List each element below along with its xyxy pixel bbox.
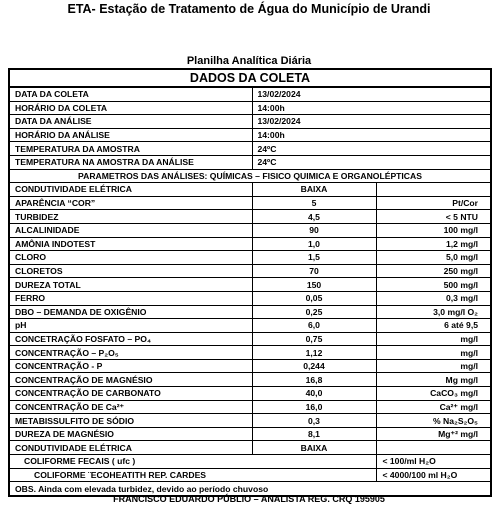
parameters-header: PARAMETROS DAS ANÁLISES: QUÍMICAS – FISICO QUIMICA E ORGANOLÉPTICAS <box>9 169 491 183</box>
parameter-value: 1,0 <box>252 237 376 251</box>
parameter-limit <box>376 441 491 455</box>
parameter-name: pH <box>9 319 252 333</box>
sheet-subtitle: Planilha Analítica Diária <box>186 55 312 67</box>
collection-label: TEMPERATURA DA AMOSTRA <box>9 142 252 156</box>
parameter-row <box>9 414 491 428</box>
collection-value: 24ºC <box>252 155 491 169</box>
parameter-limit: 6 até 9,5 <box>376 319 491 333</box>
parameter-row <box>9 251 491 265</box>
collection-row <box>9 155 491 169</box>
parameter-row <box>9 237 491 251</box>
parameter-row <box>9 196 491 210</box>
parameter-limit: Mg⁺² mg/l <box>376 427 491 441</box>
coliform-name: COLIFORME FECAIS ( ufc ) <box>9 455 376 469</box>
parameter-row <box>9 427 491 441</box>
parameter-name: CONCENTRAÇÃO – P₂O₅ <box>9 346 252 360</box>
parameter-row <box>9 359 491 373</box>
parameter-limit: mg/l <box>376 359 491 373</box>
collection-row <box>9 115 491 129</box>
parameter-row <box>9 278 491 292</box>
parameter-row <box>9 223 491 237</box>
parameter-name: DUREZA DE MAGNÉSIO <box>9 427 252 441</box>
parameter-name: AMÔNIA INDOTEST <box>9 237 252 251</box>
parameter-name: APARÊNCIA “COR” <box>9 196 252 210</box>
coliform-row <box>9 455 491 469</box>
parameter-limit: Pt/Cor <box>376 196 491 210</box>
parameter-name: CONCENTRAÇÃO DE MAGNÉSIO <box>9 373 252 387</box>
parameter-row <box>9 319 491 333</box>
parameter-limit: mg/l <box>376 346 491 360</box>
parameter-name: CONCENTRAÇÃO - P <box>9 359 252 373</box>
collection-value: 13/02/2024 <box>252 87 491 101</box>
collection-row <box>9 101 491 115</box>
parameter-name: CONCENTRAÇÃO DE Ca²⁺ <box>9 400 252 414</box>
analysis-table <box>8 68 492 497</box>
parameter-value: 90 <box>252 223 376 237</box>
analyst-signature: FRANCISCO EDUARDO PÚBLIO – ANALISTA REG. CRQ 195905 <box>113 494 385 504</box>
parameter-value: 150 <box>252 278 376 292</box>
parameter-limit: 3,0 mg/l O₂ <box>376 305 491 319</box>
coliform-limit: < 100/ml H₂O <box>376 455 491 469</box>
parameter-limit: 500 mg/l <box>376 278 491 292</box>
coliform-row <box>9 468 491 482</box>
parameter-row <box>9 183 491 197</box>
table-header: DADOS DA COLETA <box>9 69 491 87</box>
collection-label: DATA DA ANÁLISE <box>9 115 252 129</box>
parameter-limit: 5,0 mg/l <box>376 251 491 265</box>
parameter-row <box>9 332 491 346</box>
parameter-value: 1,5 <box>252 251 376 265</box>
parameter-row <box>9 441 491 455</box>
parameter-limit: 0,3 mg/l <box>376 291 491 305</box>
collection-label: HORÁRIO DA ANÁLISE <box>9 128 252 142</box>
parameter-limit: Mg mg/l <box>376 373 491 387</box>
parameter-name: METABISSULFITO DE SÓDIO <box>9 414 252 428</box>
parameters-header-row <box>9 169 491 183</box>
collection-row <box>9 128 491 142</box>
parameter-name: DBO – DEMANDA DE OXIGÊNIO <box>9 305 252 319</box>
table-header-row <box>9 69 491 87</box>
coliform-name: COLIFORME ¨ECOHEATITH REP. CARDES <box>9 468 376 482</box>
obs-note: OBS. Ainda com elevada turbidez, devido ao período chuvoso <box>15 483 269 494</box>
parameter-row <box>9 264 491 278</box>
parameter-name: CLORO <box>9 251 252 265</box>
parameter-value: 0,75 <box>252 332 376 346</box>
parameter-name: CONDUTIVIDADE ELÉTRICA <box>9 441 252 455</box>
parameter-value: 40,0 <box>252 387 376 401</box>
parameter-value: 4,5 <box>252 210 376 224</box>
parameter-name: CONCETRAÇÃO FOSFATO – PO₄ <box>9 332 252 346</box>
collection-label: TEMPERATURA NA AMOSTRA DA ANÁLISE <box>9 155 252 169</box>
parameter-limit <box>376 183 491 197</box>
collection-value: 14:00h <box>252 101 491 115</box>
parameter-value: 0,244 <box>252 359 376 373</box>
parameter-limit: 250 mg/l <box>376 264 491 278</box>
parameter-row <box>9 305 491 319</box>
parameter-limit: 100 mg/l <box>376 223 491 237</box>
parameter-limit: % Na₂S₂O₅ <box>376 414 491 428</box>
collection-value: 13/02/2024 <box>252 115 491 129</box>
parameter-limit: mg/l <box>376 332 491 346</box>
parameter-limit: 1,2 mg/l <box>376 237 491 251</box>
parameter-value: 0,05 <box>252 291 376 305</box>
collection-label: HORÁRIO DA COLETA <box>9 101 252 115</box>
parameter-row <box>9 291 491 305</box>
collection-row <box>9 142 491 156</box>
parameter-name: CLORETOS <box>9 264 252 278</box>
parameter-limit: Ca²⁺ mg/l <box>376 400 491 414</box>
parameter-name: CONDUTIVIDADE ELÉTRICA <box>9 183 252 197</box>
parameter-row <box>9 373 491 387</box>
parameter-value: 6,0 <box>252 319 376 333</box>
parameter-value: 5 <box>252 196 376 210</box>
parameter-value: 0,3 <box>252 414 376 428</box>
parameter-name: CONCENTRAÇÃO DE CARBONATO <box>9 387 252 401</box>
parameter-name: TURBIDEZ <box>9 210 252 224</box>
parameter-name: DUREZA TOTAL <box>9 278 252 292</box>
parameter-row <box>9 400 491 414</box>
collection-row <box>9 87 491 101</box>
parameter-row <box>9 210 491 224</box>
parameter-value: 0,25 <box>252 305 376 319</box>
coliform-limit: < 4000/100 ml H₂O <box>376 468 491 482</box>
parameter-value: 16,8 <box>252 373 376 387</box>
parameter-name: FERRO <box>9 291 252 305</box>
parameter-name: ALCALINIDADE <box>9 223 252 237</box>
parameter-value: BAIXA <box>252 183 376 197</box>
parameter-value: BAIXA <box>252 441 376 455</box>
parameter-value: 16,0 <box>252 400 376 414</box>
collection-value: 24ºC <box>252 142 491 156</box>
parameter-value: 70 <box>252 264 376 278</box>
document-title: ETA- Estação de Tratamento de Água do Município de Urandi <box>67 2 431 16</box>
collection-value: 14:00h <box>252 128 491 142</box>
parameter-value: 8,1 <box>252 427 376 441</box>
parameter-row <box>9 387 491 401</box>
collection-label: DATA DA COLETA <box>9 87 252 101</box>
parameter-value: 1,12 <box>252 346 376 360</box>
parameter-row <box>9 346 491 360</box>
parameter-limit: CaCO₃ mg/l <box>376 387 491 401</box>
parameter-limit: < 5 NTU <box>376 210 491 224</box>
